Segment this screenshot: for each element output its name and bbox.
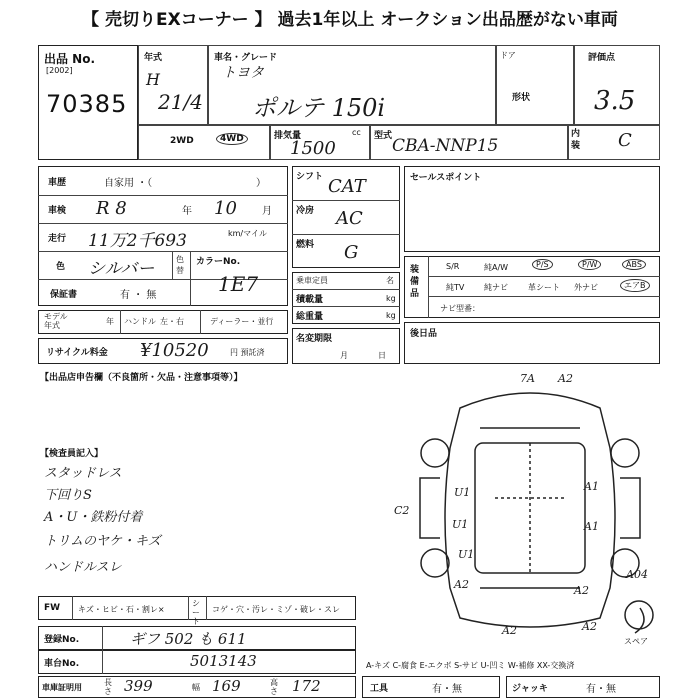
diagram-mark: A2 — [454, 578, 469, 591]
inspector-note: スタッドレス — [44, 466, 122, 481]
diagram-mark: U1 — [458, 548, 475, 561]
inspection-year-unit: 年 — [182, 206, 192, 217]
warranty-label: 保証書 — [50, 290, 78, 300]
equip-item: P/S — [532, 259, 553, 270]
ac-label: 冷房 — [296, 206, 315, 216]
diagram-mark: A1 — [584, 520, 599, 533]
recycle-value: ¥10520 — [140, 340, 209, 361]
fw-label: FW — [44, 603, 61, 613]
deadline-label: 名変期限 — [296, 334, 333, 344]
chassis-value: 5013143 — [190, 652, 257, 670]
score-label: 評価点 — [588, 53, 616, 63]
seat-label: シート — [192, 599, 200, 626]
color-label: 色 — [56, 262, 66, 272]
model-code-value: CBA-NNP15 — [392, 136, 499, 156]
diagram-mark: A2 — [502, 624, 517, 637]
diagram-mark: C2 — [394, 504, 410, 517]
inspector-note: ハンドルスレ — [44, 560, 122, 575]
ac-value: AC — [336, 208, 363, 229]
recycle-unit: 円 預託済 — [230, 348, 265, 357]
lot-tag: [2002] — [46, 66, 73, 75]
equipment-label: 装備品 — [410, 265, 420, 299]
navi-label: ナビ型番： — [440, 304, 480, 313]
model-code-label: 型式 — [374, 131, 393, 141]
history-close: ） — [256, 178, 266, 189]
cert-label: 車庫証明用 — [42, 683, 82, 692]
car-model: ポルテ 150i — [252, 94, 386, 122]
fuel-label: 燃料 — [296, 240, 315, 250]
displacement-value: 1500 — [290, 138, 336, 159]
equip-item: P/W — [578, 259, 601, 270]
tools-label: 工具 — [370, 684, 389, 694]
chassis-label: 車台No. — [44, 659, 80, 669]
dealer-label: ディーラー・並行 — [210, 317, 274, 326]
car-maker: トヨタ — [222, 65, 264, 81]
equip-item: 革シート — [528, 283, 560, 292]
shift-value: CAT — [328, 176, 366, 197]
weight-unit: kg — [386, 311, 396, 320]
load-unit: kg — [386, 294, 396, 303]
recycle-label: リサイクル料金 — [46, 348, 108, 358]
equip-item: 純ナビ — [484, 283, 508, 292]
model-year-label: モデル年式 — [44, 312, 68, 330]
auction-banner: 【 売切りEXコーナー 】 過去1年以上 オークション出品歴がない車両 — [0, 0, 700, 34]
interior-value: C — [618, 130, 632, 151]
mileage-unit: km/マイル — [228, 229, 267, 238]
year-value: 21/4 — [158, 90, 203, 114]
mileage-label: 走行 — [48, 234, 67, 244]
inspection-value: R 8 — [96, 198, 127, 219]
car-diagram — [400, 368, 660, 640]
lot-label: 出品 No. — [44, 52, 96, 66]
seat-text: コゲ・穴・汚レ・ミゾ・破レ・スレ — [212, 605, 340, 614]
fw-text: キズ・ヒビ・石・割レ× — [78, 605, 165, 614]
handle-value: 左・右 — [160, 317, 184, 326]
diagram-mark: 7A — [520, 372, 535, 385]
door-label: ドア — [500, 51, 516, 60]
displacement-label: 排気量 — [274, 131, 302, 141]
color-change: 色替 — [176, 255, 184, 275]
lot-number: 70385 — [46, 90, 128, 118]
sales-point-label: セールスポイント — [410, 173, 482, 183]
color-value: シルバー — [88, 259, 155, 279]
equip-item: 純A/W — [484, 263, 509, 272]
diagram-mark: A04 — [626, 568, 648, 581]
warranty-value: 有 ・ 無 — [120, 290, 157, 301]
handle-label: ハンドル — [124, 317, 156, 326]
equip-item: エアB — [620, 279, 650, 292]
spare-label: スペア — [624, 637, 648, 646]
inspection-month-unit: 月 — [262, 206, 272, 217]
cert-height-label: 高さ — [270, 678, 278, 696]
deadline-unit: 月日 — [340, 351, 416, 360]
weight-label: 総重量 — [296, 312, 324, 322]
equip-item: S/R — [446, 262, 460, 271]
model-year-unit: 年 — [106, 317, 114, 326]
mileage-value: 11万2千693 — [88, 231, 187, 251]
diagram-mark: A1 — [584, 480, 599, 493]
registration-value: ギフ 502 も 611 — [130, 630, 247, 648]
inspector-label: 【検査員記入】 — [40, 449, 104, 459]
history-value: 自家用 ・（ — [104, 178, 153, 189]
diagram-mark: A2 — [558, 372, 573, 385]
capacity-label: 乗車定員 — [296, 276, 328, 285]
history-label: 車歴 — [48, 178, 67, 188]
car-label: 車名・グレード — [214, 53, 278, 63]
shape-label: 形状 — [512, 93, 531, 103]
damage-legend: A-キズ C-腐食 E-エクボ S-サビ U-凹ミ W-補修 XX-交換済 — [366, 661, 575, 670]
cert-length: 399 — [124, 677, 153, 695]
inspector-note: トリムのヤケ・キズ — [44, 534, 161, 549]
inspection-month: 10 — [214, 198, 237, 219]
equip-item: 外ナビ — [574, 283, 598, 292]
tools-value: 有・無 — [432, 684, 462, 695]
registration-label: 登録No. — [44, 635, 80, 645]
shift-label: シフト — [296, 172, 324, 182]
cert-length-label: 長さ — [104, 678, 112, 696]
cert-width-label: 幅 — [192, 683, 200, 692]
year-label: 年式 — [144, 53, 163, 63]
jack-value: 有・無 — [586, 684, 616, 695]
aftermarket-label: 後日品 — [410, 329, 438, 339]
equip-item: ABS — [622, 259, 646, 270]
capacity-unit: 名 — [386, 276, 394, 285]
aftermarket-box — [404, 322, 660, 364]
interior-label: 内装 — [571, 129, 581, 151]
spare-icon — [622, 598, 656, 632]
inspection-label: 車検 — [48, 206, 67, 216]
color-no-label: カラーNo. — [196, 257, 241, 267]
diagram-mark: U1 — [454, 486, 471, 499]
cert-height: 172 — [292, 677, 321, 695]
drive-cell — [138, 125, 270, 160]
drive-2wd: 2WD — [170, 136, 194, 146]
color-no-value: 1E7 — [218, 272, 259, 296]
inspector-note: A・U・鉄粉付着 — [44, 510, 143, 525]
diagram-mark: A2 — [582, 620, 597, 633]
load-label: 積載量 — [296, 295, 324, 305]
drive-4wd: 4WD — [216, 133, 248, 145]
diagram-mark: U1 — [452, 518, 469, 531]
equip-item: 純TV — [446, 283, 465, 292]
inspector-note: 下回りS — [44, 488, 92, 503]
fuel-value: G — [344, 242, 359, 263]
displacement-unit: cc — [352, 128, 361, 137]
diagram-mark: A2 — [574, 584, 589, 597]
score-value: 3.5 — [594, 86, 636, 116]
jack-label: ジャッキ — [512, 684, 548, 694]
year-era: H — [146, 70, 160, 89]
seller-report-label: 【出品店申告欄（不良箇所・欠品・注意事項等）】 — [40, 373, 243, 383]
cert-width: 169 — [212, 677, 241, 695]
